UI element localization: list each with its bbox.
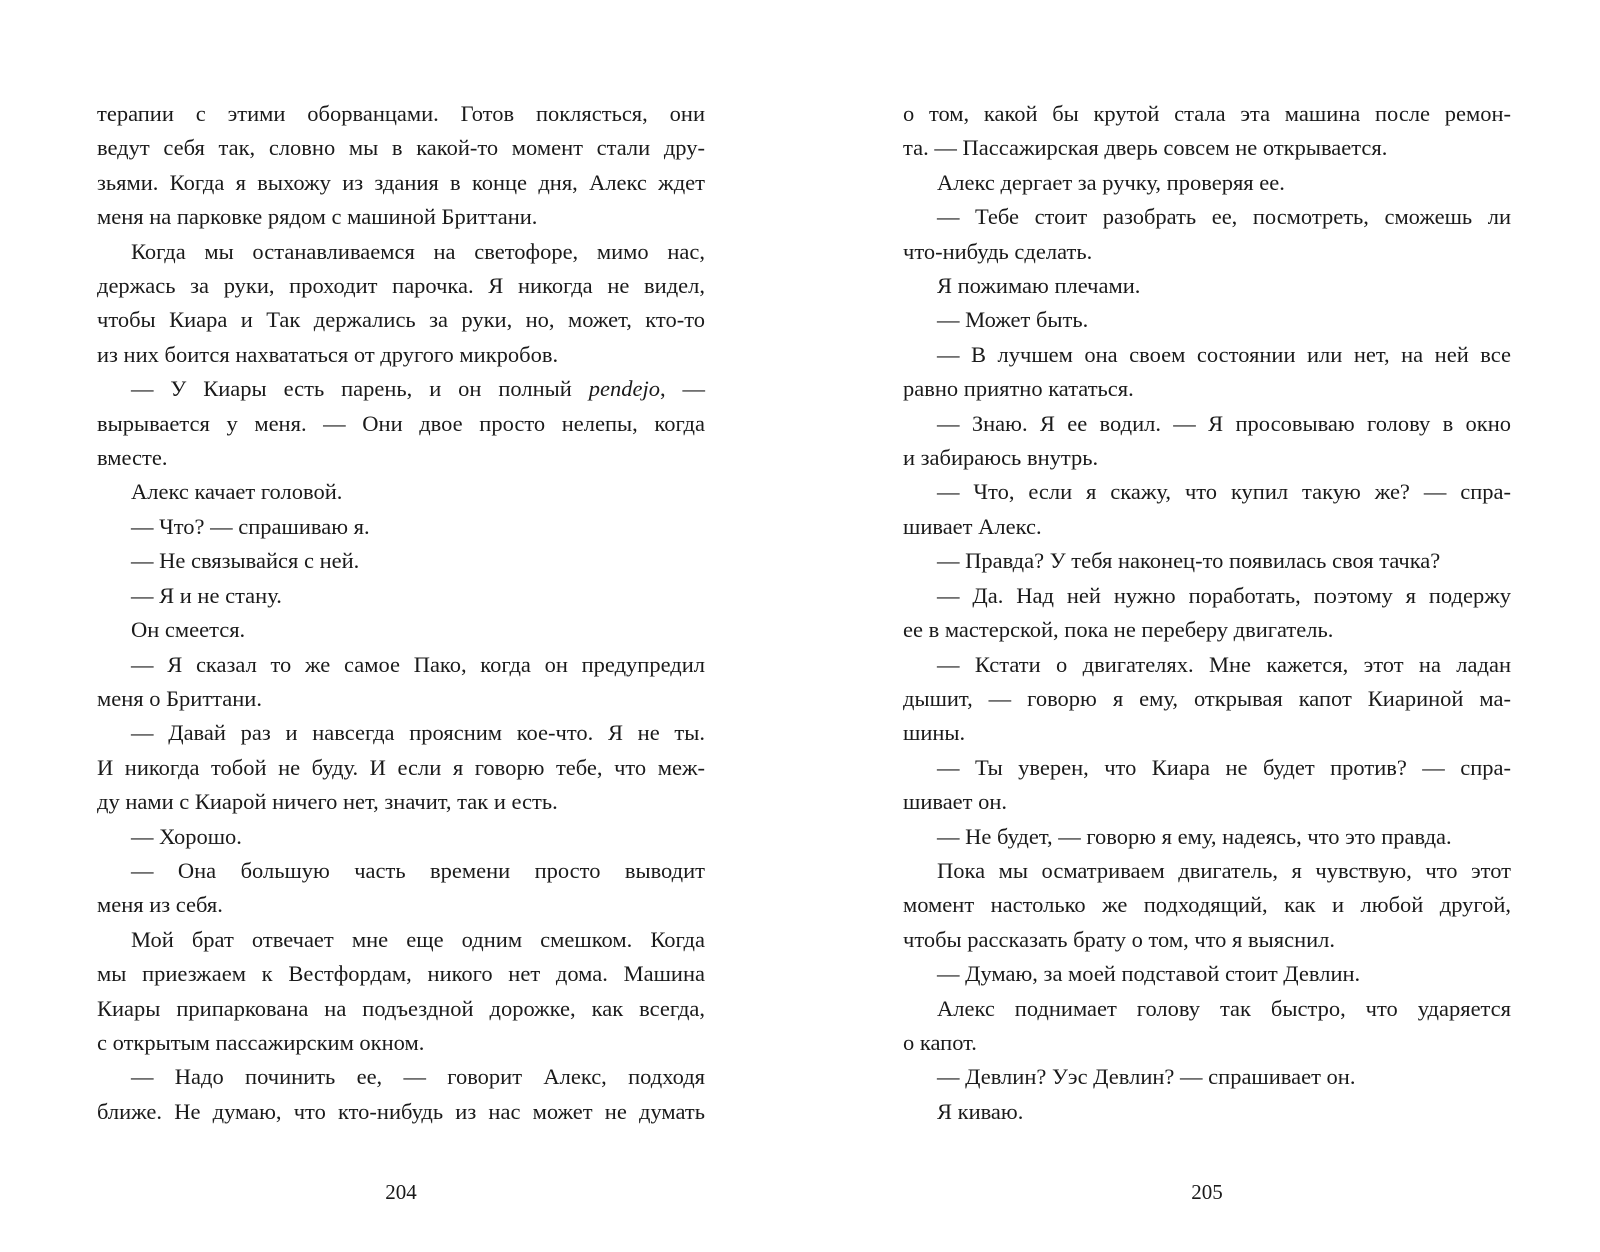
text-line: — Давай раз и навсегда проясним кое-что. Я не ты. <box>131 720 705 746</box>
text-line: из них боится нахвататься от другого микробов. <box>97 341 559 367</box>
page-number-right: 205 <box>1191 1180 1223 1204</box>
text-line: терапии с этими оборванцами. Готов поклясться, они <box>97 101 705 126</box>
text-line: момент настолько же подходящий, как и любой другой, <box>903 892 1511 918</box>
text-line: шивает он. <box>903 789 1008 815</box>
text-line: — Знаю. Я ее водил. — Я просовываю голову в окно <box>937 410 1511 436</box>
text-line: И никогда тобой не буду. И если я говорю тебе, что меж- <box>97 754 705 780</box>
text-line: равно приятно кататься. <box>903 376 1134 402</box>
text-line: — Что, если я скажу, что купил такую же? — спра- <box>937 479 1511 505</box>
text-line: Алекс поднимает голову так быстро, что ударяется <box>937 995 1511 1021</box>
text-line: Я пожимаю плечами. <box>937 273 1141 299</box>
text-line: Пока мы осматриваем двигатель, я чувствую, что этот <box>937 857 1511 883</box>
text-segment: — У Киары есть парень, и он полный <box>131 376 572 402</box>
text-line: — Я и не стану. <box>131 582 282 608</box>
text-line: ду нами с Киарой ничего нет, значит, так и есть. <box>97 789 558 815</box>
text-line: — Я сказал то же самое Пако, когда он предупредил <box>131 651 705 677</box>
text-line: — Кстати о двигателях. Мне кажется, этот на ладан <box>937 651 1511 677</box>
text-line: — Она большую часть времени просто выводит <box>131 857 705 883</box>
text-line: держась за руки, проходит парочка. Я никогда не видел, <box>97 273 705 299</box>
text-line: Я киваю. <box>937 1098 1024 1124</box>
text-line: — Может быть. <box>937 307 1089 333</box>
text-line: ее в мастерской, пока не переберу двигатель. <box>903 617 1334 643</box>
text-line: — Да. Над ней нужно поработать, поэтому я подержу <box>937 582 1511 608</box>
text-line: — В лучшем она своем состоянии или нет, на ней все <box>937 341 1511 367</box>
text-line: — Думаю, за моей подставой стоит Девлин. <box>937 961 1361 987</box>
text-line: шивает Алекс. <box>903 513 1042 539</box>
text-line: — Не будет, — говорю я ему, надеясь, что это правда. <box>937 823 1452 849</box>
text-line: вырывается у меня. — Они двое просто нелепы, когда <box>97 410 705 436</box>
left-page <box>97 97 705 1129</box>
text-line: что-нибудь сделать. <box>903 238 1093 264</box>
text-line: та. — Пассажирская дверь совсем не открывается. <box>903 135 1388 161</box>
text-line: Киары припаркована на подъездной дорожке, как всегда, <box>97 995 705 1021</box>
text-line: чтобы Киара и Так держались за руки, но, может, кто-то <box>97 307 705 333</box>
text-line: Он смеется. <box>131 617 246 643</box>
text-segment: , — <box>659 376 706 402</box>
text-line: — Надо починить ее, — говорит Алекс, подходя <box>131 1064 705 1090</box>
text-line: о том, какой бы крутой стала эта машина после ремон- <box>903 101 1511 126</box>
text-line: шины. <box>903 720 966 746</box>
text-line: Алекс дергает за ручку, проверяя ее. <box>937 169 1285 195</box>
text-line: зьями. Когда я выхожу из здания в конце дня, Алекс ждет <box>97 169 705 195</box>
text-line: — Тебе стоит разобрать ее, посмотреть, сможешь ли <box>937 204 1511 230</box>
text-line: — Девлин? Уэс Девлин? — спрашивает он. <box>937 1064 1356 1090</box>
text-line: Когда мы останавливаемся на светофоре, мимо нас, <box>131 238 705 264</box>
text-line: меня на парковке рядом с машиной Бриттани. <box>97 204 538 230</box>
text-line: с открытым пассажирским окном. <box>97 1029 425 1055</box>
text-line: — Ты уверен, что Киара не будет против? — спра- <box>937 754 1511 780</box>
text-line: — Правда? У тебя наконец-то появилась своя тачка? <box>937 548 1441 574</box>
page-number-left: 204 <box>385 1180 417 1204</box>
text-line: о капот. <box>903 1029 977 1055</box>
text-line: и забираюсь внутрь. <box>903 445 1099 471</box>
text-line: ближе. Не думаю, что кто-нибудь из нас может не думать <box>97 1098 705 1124</box>
text-line <box>97 372 705 406</box>
text-line: мы приезжаем к Вестфордам, никого нет дома. Машина <box>97 961 705 987</box>
text-line: ведут себя так, словно мы в какой-то момент стали дру- <box>97 135 705 161</box>
text-line: — Хорошо. <box>131 823 242 849</box>
text-line: — Что? — спрашиваю я. <box>131 513 370 539</box>
italic-word: pendejo <box>588 376 660 402</box>
text-line: — Не связывайся с ней. <box>131 548 360 574</box>
text-line: Мой брат отвечает мне еще одним смешком. Когда <box>131 926 705 952</box>
text-line: чтобы рассказать брату о том, что я выяснил. <box>903 926 1336 952</box>
text-line: меня из себя. <box>97 892 223 918</box>
text-line: вместе. <box>97 445 168 471</box>
right-page <box>903 97 1511 1129</box>
text-line: меня о Бриттани. <box>97 685 262 711</box>
text-line: Алекс качает головой. <box>131 479 343 505</box>
text-line: дышит, — говорю я ему, открывая капот Киариной ма- <box>903 685 1511 711</box>
